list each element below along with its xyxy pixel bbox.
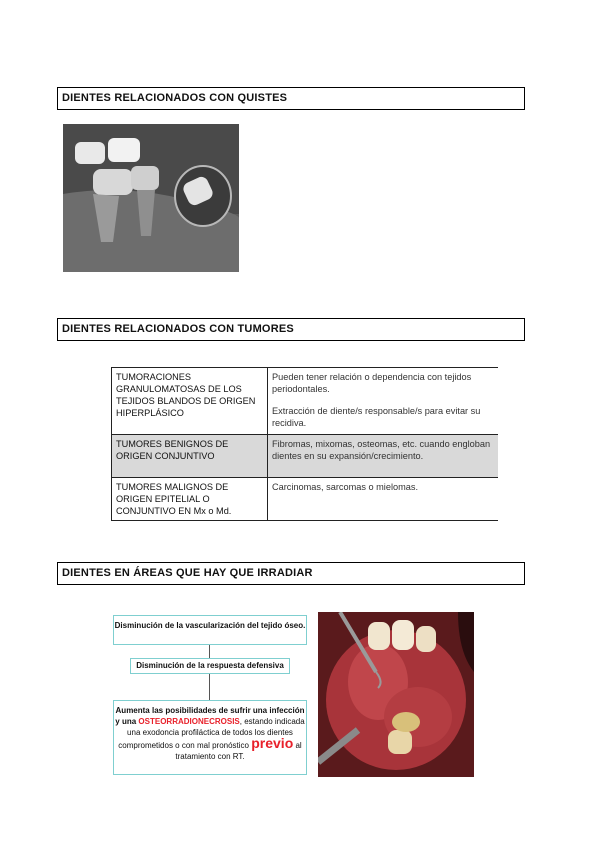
osteorradionecrosis-text: OSTEORRADIONECROSIS bbox=[138, 717, 240, 726]
xray-image bbox=[63, 124, 239, 272]
flow-box-vascularization: Disminución de la vascularización del tejido óseo. bbox=[113, 615, 307, 645]
table-cell-right: Carcinomas, sarcomas o mielomas. bbox=[268, 478, 499, 521]
flow-connector bbox=[209, 674, 210, 700]
flow-text: al tratamiento con RT. bbox=[175, 741, 302, 761]
table-row bbox=[112, 368, 499, 435]
section-header-irradiar: DIENTES EN ÁREAS QUE HAY QUE IRRADIAR bbox=[57, 562, 525, 585]
flow-text: Aumenta las posibilidades de sufrir una infección y una bbox=[115, 706, 305, 726]
section-header-tumores: DIENTES RELACIONADOS CON TUMORES bbox=[57, 318, 525, 341]
tumors-table bbox=[111, 367, 498, 521]
previo-text: previo bbox=[251, 735, 294, 751]
flow-text: , estando indicada una exodoncia profiláctica de todos los dientes comprometidos o con mal pronóstico bbox=[118, 717, 305, 750]
table-cell-left: TUMORES MALIGNOS DE ORIGEN EPITELIAL O CONJUNTIVO EN Mx o Md. bbox=[112, 478, 268, 521]
oral-photo bbox=[318, 612, 474, 777]
flow-diagram bbox=[110, 612, 310, 778]
table-row bbox=[112, 478, 499, 521]
table-cell-right: Fibromas, mixomas, osteomas, etc. cuando engloban dientes en su expansión/crecimiento. bbox=[268, 435, 499, 478]
table-row bbox=[112, 435, 499, 478]
flow-connector bbox=[209, 645, 210, 658]
table-cell-left: TUMORACIONES GRANULOMATOSAS DE LOS TEJIDOS BLANDOS DE ORIGEN HIPERPLÁSICO bbox=[112, 368, 268, 435]
flow-box-defense: Disminución de la respuesta defensiva bbox=[130, 658, 290, 674]
table-cell-left: TUMORES BENIGNOS DE ORIGEN CONJUNTIVO bbox=[112, 435, 268, 478]
table-cell-text: Extracción de diente/s responsable/s para evitar su recidiva. bbox=[272, 406, 481, 428]
flow-box-infection bbox=[113, 700, 307, 775]
table-cell-text: Pueden tener relación o dependencia con tejidos periodontales. bbox=[272, 372, 472, 394]
section-header-quistes: DIENTES RELACIONADOS CON QUISTES bbox=[57, 87, 525, 110]
table-cell-right bbox=[268, 368, 499, 435]
